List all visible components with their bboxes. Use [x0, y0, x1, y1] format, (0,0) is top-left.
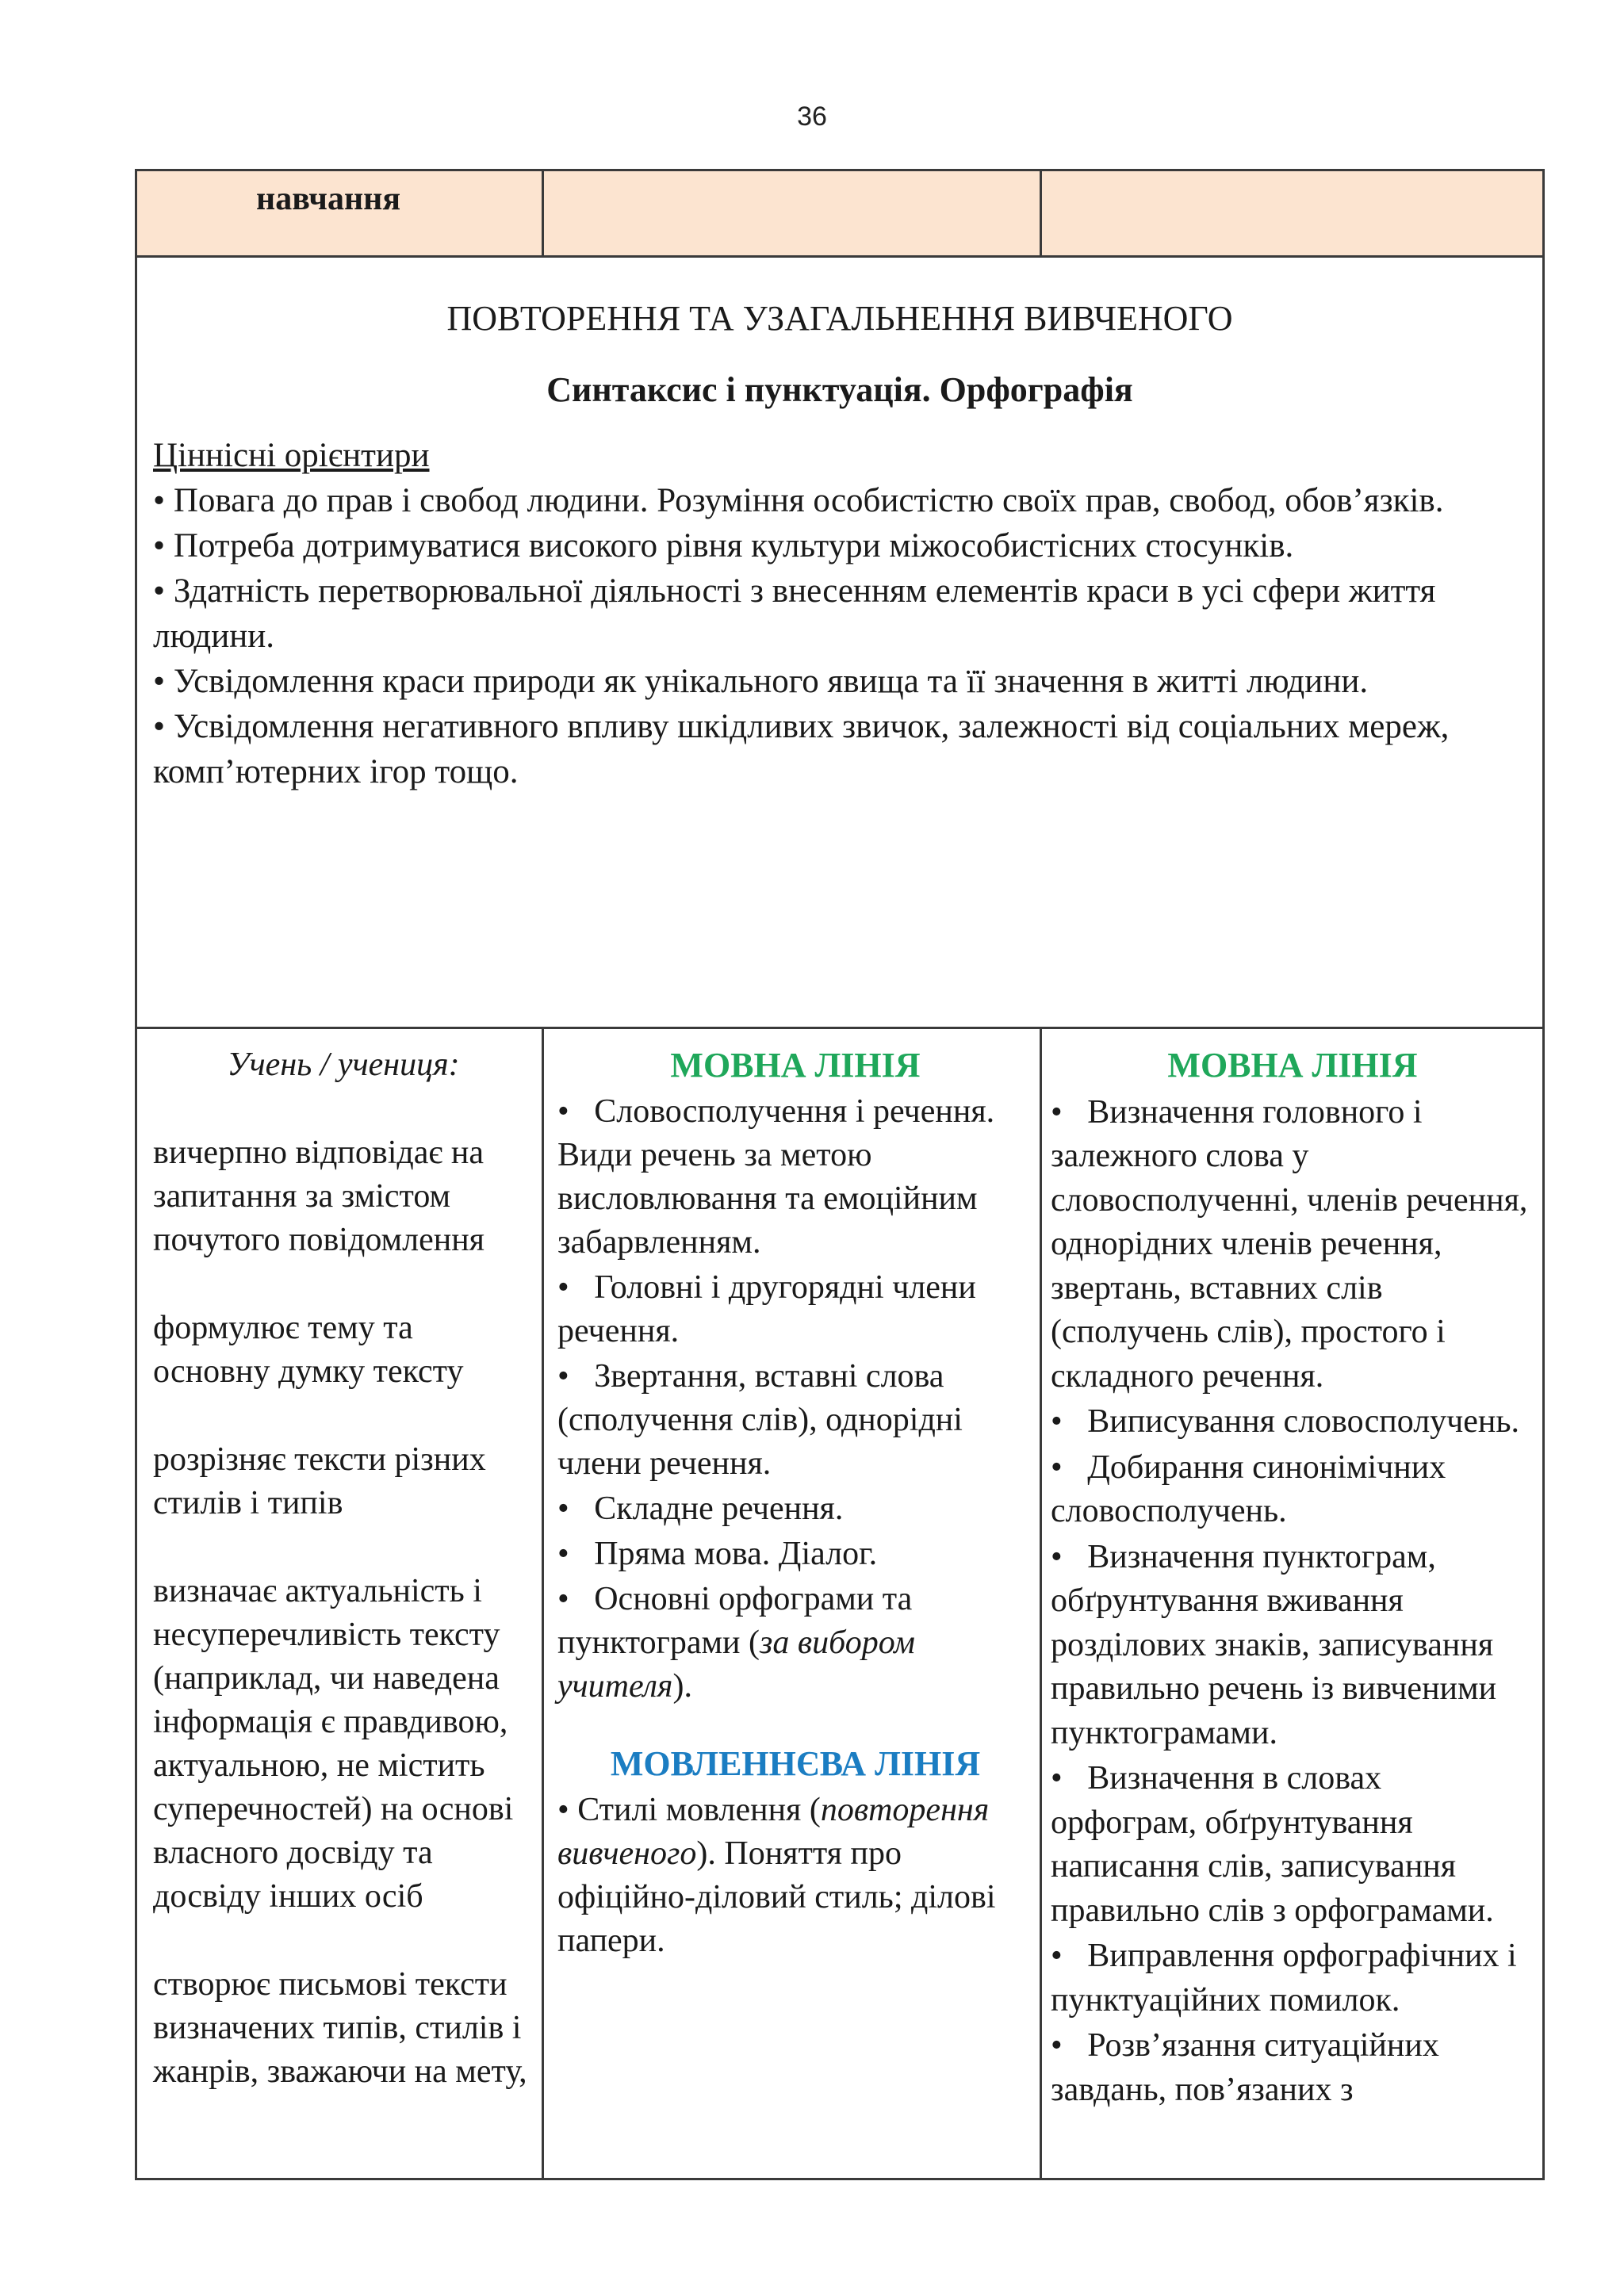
section-title: ПОВТОРЕННЯ ТА УЗАГАЛЬНЕННЯ ВИВЧЕНОГО: [446, 299, 1233, 338]
language-line-heading: МОВНА ЛІНІЯ: [670, 1046, 921, 1085]
content-item: • Стилі мовлення (повторення вивченого). Поняття про офіційно-діловий стиль; ділові папери.: [557, 1792, 996, 1959]
content-column: [557, 1043, 1033, 1965]
outcome-item: створює письмові тексти визначених типів, стилів і жанрів, зважаючи на мету,: [153, 1966, 527, 2090]
speech-line-heading: МОВЛЕННЄВА ЛІНІЯ: [610, 1744, 981, 1783]
divider: [542, 1027, 544, 2180]
activity-item: • Виписування словосполучень.: [1051, 1403, 1520, 1440]
content-item: • Словосполучення і речення. Види речень за метою висловлювання та емоційним забарвленням.: [557, 1093, 995, 1261]
values-item: • Потреба дотримуватися високого рівня культури міжособистісних стосунків.: [153, 527, 1294, 564]
values-item: • Усвідомлення негативного впливу шкідливих звичок, залежності від соціальних мереж, комп’ютерних ігор тощо.: [153, 708, 1450, 790]
activity-item: • Розв’язання ситуаційних завдань, пов’язаних з: [1051, 2027, 1439, 2108]
divider: [137, 1027, 1542, 1029]
outcomes-column: [153, 1043, 534, 2138]
header-row: [137, 171, 1542, 257]
activity-item: • Виправлення орфографічних і пунктуаційних помилок.: [1051, 1938, 1517, 2019]
values-item: • Здатність перетворювальної діяльності з внесенням елементів краси в усі сфери життя людини.: [153, 572, 1436, 655]
activity-item: • Визначення головного і залежного слова у словосполученні, членів речення, однорідних членів речення, звертань, вставних слів (сполучень слів), простого і складного речення.: [1051, 1093, 1528, 1395]
divider: [1040, 1027, 1042, 2180]
content-item: • Основні орфограми та пунктограми (за вибором учителя).: [557, 1581, 915, 1705]
activities-column: [1051, 1043, 1534, 2114]
outcome-item: вичерпно відповідає на запитання за змістом почутого повідомлення: [153, 1135, 485, 1258]
content-item: • Складне речення.: [557, 1490, 844, 1527]
divider: [542, 171, 544, 257]
outcomes-lead: Учень / учениця:: [227, 1047, 460, 1083]
divider: [137, 255, 1542, 258]
header-label: навчання: [256, 181, 401, 217]
activity-item: • Визначення в словах орфограм, обґрунтування написання слів, записування правильно слів з орфограмами.: [1051, 1760, 1494, 1929]
content-item: • Звертання, вставні слова (сполучення слів), однорідні члени речення.: [557, 1358, 963, 1482]
outcome-item: визначає актуальність і несуперечливість тексту (наприклад, чи наведена інформація є правдивою, актуальною, не містить суперечностей) на основі власного досвіду та досвіду інших осіб: [153, 1573, 514, 1915]
outcome-item: розрізняє тексти різних стилів і типів: [153, 1441, 486, 1521]
outcome-item: формулює тему та основну думку тексту: [153, 1310, 464, 1390]
curriculum-table: [135, 169, 1545, 2180]
page-number: 36: [797, 101, 827, 132]
activity-item: • Визначення пунктограм, обґрунтування вживання розділових знаків, записування правильно речень із вивченими пунктограмами.: [1051, 1538, 1497, 1751]
activity-item: • Добирання синонімічних словосполучень.: [1051, 1448, 1446, 1529]
content-item: • Пряма мова. Діалог.: [557, 1536, 878, 1572]
section-subtitle: Синтаксис і пунктуація. Орфографія: [546, 370, 1133, 409]
values-block: [153, 433, 1533, 794]
content-item: • Головні і другорядні члени речення.: [557, 1269, 976, 1349]
activities-heading: МОВНА ЛІНІЯ: [1167, 1046, 1418, 1085]
divider: [1040, 171, 1042, 257]
values-item: • Повага до прав і свобод людини. Розуміння особистістю своїх прав, свобод, обов’язків.: [153, 482, 1444, 519]
values-heading: Ціннісні орієнтири: [153, 437, 430, 474]
values-item: • Усвідомлення краси природи як унікального явища та її значення в житті людини.: [153, 663, 1369, 700]
